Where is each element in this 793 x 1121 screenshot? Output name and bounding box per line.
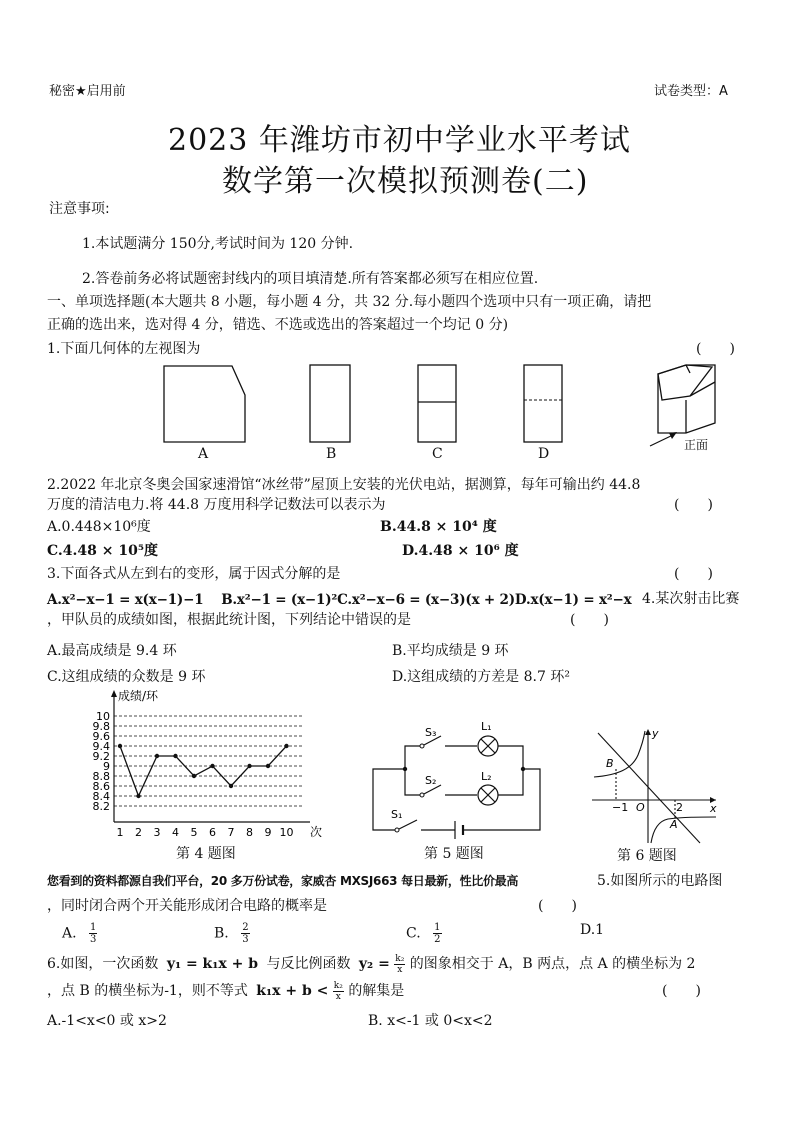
q4-stem-start: 4.某次射击比赛 xyxy=(642,591,740,607)
y-tick-label: 8.4 xyxy=(92,790,110,803)
data-point xyxy=(173,754,177,758)
q2-answer-paren: ( ) xyxy=(674,497,713,513)
y-tick-label: 9.4 xyxy=(92,740,110,753)
data-point xyxy=(247,764,251,768)
option-c-label: C xyxy=(432,446,443,462)
q2-option-b: B.44.8 × 10⁴ 度 xyxy=(380,519,497,535)
score-line-chart xyxy=(80,688,330,843)
x-tick-label: 3 xyxy=(153,826,161,839)
q3-answer-paren: ( ) xyxy=(674,566,713,582)
x-tick-label: 1 xyxy=(116,826,124,839)
q6-answer-paren: ( ) xyxy=(662,983,701,999)
y-tick-label: 10 xyxy=(96,710,110,723)
y-tick-label: 9 xyxy=(103,760,110,773)
q1-answer-paren: ( ) xyxy=(696,341,735,357)
fig6-caption: 第 6 题图 xyxy=(617,848,677,864)
point-a-label: A xyxy=(670,818,678,831)
origin-label: O xyxy=(636,801,645,814)
q5-option-c: C. $\frac{1}{2}$ xyxy=(406,922,441,945)
notice-item-2: 2.答卷前务必将试题密封线内的项目填清楚.所有答案都必须写在相应位置. xyxy=(82,271,539,287)
q3-stem: 3.下面各式从左到右的变形，属于因式分解的是 xyxy=(47,566,341,582)
option-a-label: A xyxy=(198,446,209,462)
data-point xyxy=(118,744,122,748)
x-tick-label: 10 xyxy=(279,826,294,839)
page-title: 2023 年潍坊市初中学业水平考试 xyxy=(168,123,631,158)
data-point xyxy=(136,794,140,798)
front-label: 正面 xyxy=(684,438,709,452)
y-tick-label: 8.8 xyxy=(92,770,110,783)
point-b-label: B xyxy=(606,757,614,770)
solid-3d-figure xyxy=(658,365,715,433)
q5-stem-start: 5.如图所示的电路图 xyxy=(597,873,723,889)
data-point xyxy=(155,754,159,758)
section1-line1: 一、单项选择题(本大题共 8 小题，每小题 4 分，共 32 分.每小题四个选项中只有一项正确，请把 xyxy=(47,294,652,310)
x-tick-label: 5 xyxy=(190,826,198,839)
q5-answer-paren: ( ) xyxy=(538,898,577,914)
q6-line2: ，点 B 的横坐标为-1，则不等式 k₁x + b < $\frac{\text{k₂}}{x}$ 的解集是 xyxy=(47,980,405,1002)
series-line xyxy=(120,746,287,796)
y-axis-arrow xyxy=(111,690,117,697)
data-point xyxy=(266,764,270,768)
fraction: $\frac{\text{k₂}}{x}$ xyxy=(333,980,343,1002)
option-d-label: D xyxy=(538,446,550,462)
function-graph xyxy=(588,725,723,845)
option-c-shape xyxy=(418,365,456,442)
y-tick-label: 9.6 xyxy=(92,730,110,743)
q6-option-a: A.-1<x<0 或 x>2 xyxy=(47,1013,167,1029)
x-tick-label: 2 xyxy=(135,826,142,839)
lamp-l2-label: L₂ xyxy=(481,770,492,783)
y-axis-label: 成绩/环 xyxy=(118,689,159,703)
q4-stem-line2: ，甲队员的成绩如图，根据此统计图，下列结论中错误的是 xyxy=(47,612,411,628)
circuit-diagram xyxy=(365,722,550,842)
x-axis-label: 次 xyxy=(310,825,323,839)
data-point xyxy=(192,774,196,778)
y-tick-label: 8.2 xyxy=(92,800,110,813)
option-a-shape xyxy=(164,366,245,442)
y-tick-label: 9.8 xyxy=(92,720,110,733)
x-tick-label: 9 xyxy=(264,826,272,839)
confidential-label: 秘密★启用前 xyxy=(49,84,126,99)
fraction: $\frac{2}{3}$ xyxy=(242,922,249,945)
y-tick-label: 8.6 xyxy=(92,780,110,793)
data-point xyxy=(210,764,214,768)
q5-option-a: A. $\frac{1}{3}$ xyxy=(62,922,97,945)
x-axis-label: x xyxy=(710,802,717,815)
q4-option-a: A.最高成绩是 9.4 环 xyxy=(47,643,177,659)
tick-2-label: 2 xyxy=(676,801,683,814)
fraction: $\frac{1}{2}$ xyxy=(434,922,441,945)
fraction: $\frac{\text{k₂}}{x}$ xyxy=(395,953,405,975)
q2-option-c: C.4.48 × 10⁵度 xyxy=(47,543,158,559)
q1-stem: 1.下面几何体的左视图为 xyxy=(47,341,201,357)
q3-options: A.x²−x−1 = x(x−1)−1 B.x²−1 = (x−1)²C.x²−x−6 = (x−3)(x + 2)D.x(x−1) = x²−x xyxy=(47,592,632,608)
data-point xyxy=(284,744,288,748)
fraction: $\frac{1}{3}$ xyxy=(90,922,97,945)
q1-figures xyxy=(150,360,750,465)
switch-s1-label: S₁ xyxy=(391,808,403,821)
q2-option-d: D.4.48 × 10⁶ 度 xyxy=(402,543,519,559)
q4-answer-paren: ( ) xyxy=(570,612,609,628)
option-d-shape xyxy=(524,365,562,442)
page-subtitle: 数学第一次模拟预测卷(二) xyxy=(222,164,589,199)
q5-option-d: D.1 xyxy=(580,922,605,938)
x-tick-label: 4 xyxy=(172,826,179,839)
q5-option-b: B. $\frac{2}{3}$ xyxy=(214,922,249,945)
option-b-label: B xyxy=(326,446,337,462)
q2-line2: 万度的清洁电力.将 44.8 万度用科学记数法可以表示为 xyxy=(47,497,386,513)
notice-item-1: 1.本试题满分 150分,考试时间为 120 分钟. xyxy=(82,236,354,252)
x-tick-label: 8 xyxy=(246,826,253,839)
lamp-l1-label: L₁ xyxy=(481,722,492,733)
x-tick-label: 7 xyxy=(227,826,235,839)
y-axis-label: y xyxy=(652,727,659,740)
paper-type-label: 试卷类型：A xyxy=(654,84,728,99)
option-b-shape xyxy=(310,365,350,442)
tick-minus1-label: −1 xyxy=(612,801,629,814)
q4-option-b: B.平均成绩是 9 环 xyxy=(392,643,509,659)
fig5-caption: 第 5 题图 xyxy=(424,846,484,862)
switch-s3-label: S₃ xyxy=(425,726,437,739)
q2-option-a: A.0.448×10⁶度 xyxy=(47,519,151,535)
q4-option-d: D.这组成绩的方差是 8.7 环² xyxy=(392,669,570,685)
switch-s2-label: S₂ xyxy=(425,774,437,787)
data-point xyxy=(229,784,233,788)
section1-line2: 正确的选出来，选对得 4 分，错选、不选或选出的答案超过一个均记 0 分) xyxy=(47,317,509,333)
q6-option-b: B. x<-1 或 0<x<2 xyxy=(368,1013,493,1029)
q2-line1: 2.2022 年北京冬奥会国家速滑馆“冰丝带”屋顶上安装的光伏电站，据测算，每年可输出约 44.8 xyxy=(47,477,641,493)
promo-text: 您看到的资料都源自我们平台，20 多万份试卷，家威杏 MXSJ663 每日最新，性比价最高 xyxy=(47,874,519,888)
x-tick-label: 6 xyxy=(209,826,216,839)
q6-line1: 6.如图，一次函数 y₁ = k₁x + b 与反比例函数 y₂ = $\frac{\text{k₂}}{x}$ 的图象相交于 A，B 两点，点 A 的横坐标为 2 xyxy=(47,953,696,975)
q5-stem-line2: ，同时闭合两个开关能形成闭合电路的概率是 xyxy=(47,898,327,914)
q4-option-c: C.这组成绩的众数是 9 环 xyxy=(47,669,206,685)
y-tick-label: 9.2 xyxy=(92,750,110,763)
notice-heading: 注意事项: xyxy=(49,201,110,217)
fig4-caption: 第 4 题图 xyxy=(176,846,236,862)
